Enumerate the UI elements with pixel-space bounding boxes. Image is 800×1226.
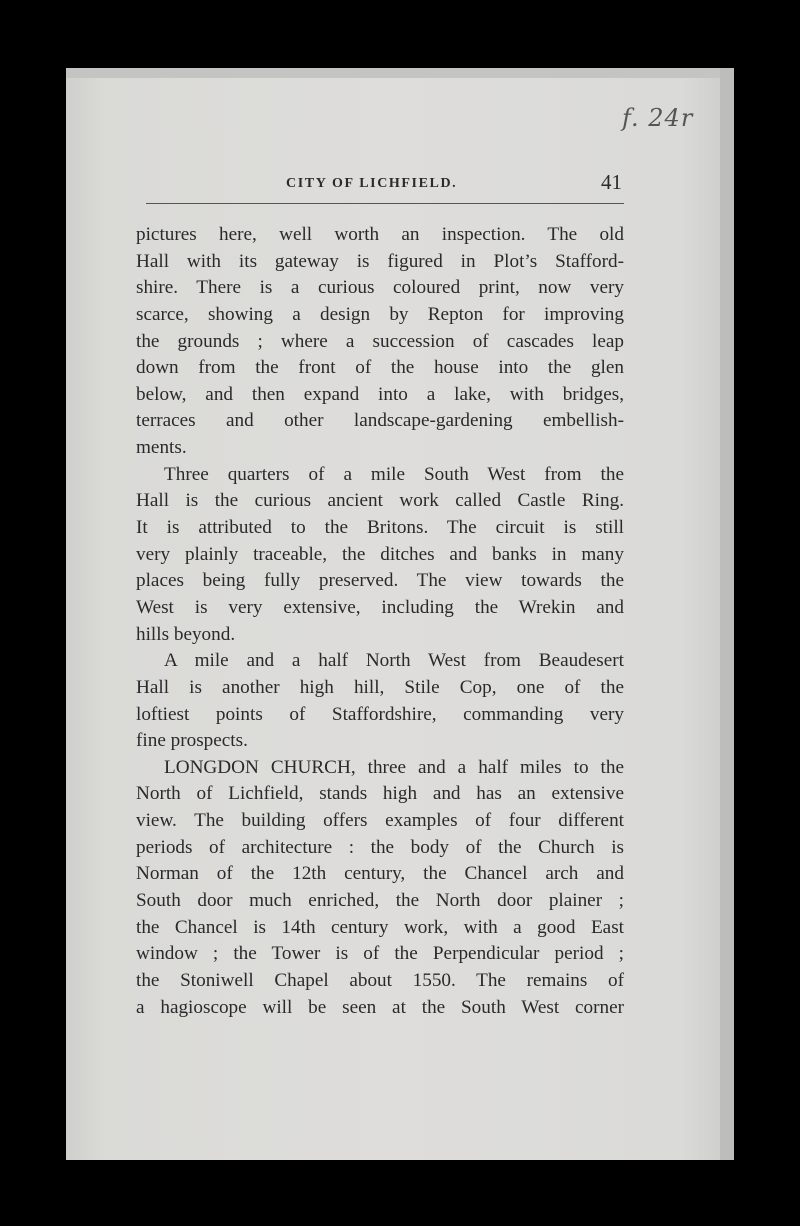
text-line: places being fully preserved. The view towards the xyxy=(136,570,624,592)
text-line: LONGDON CHURCH, three and a half miles to the xyxy=(164,756,624,778)
text-line: the Chancel is 14th century work, with a good East xyxy=(136,916,624,938)
text-line: West is very extensive, including the Wrekin and xyxy=(136,596,624,618)
text-line: A mile and a half North West from Beaudesert xyxy=(164,650,624,672)
text-line: very plainly traceable, the ditches and banks in many xyxy=(136,543,624,565)
text-line: ments. xyxy=(136,437,187,459)
page-edge xyxy=(720,68,734,1160)
text-line: down from the front of the house into the glen xyxy=(136,357,624,379)
text-line: below, and then expand into a lake, with bridges, xyxy=(136,383,624,405)
text-line: Three quarters of a mile South West from the xyxy=(164,463,624,485)
text-line: periods of architecture : the body of the Church is xyxy=(136,836,624,858)
text-line: loftiest points of Staffordshire, commanding very xyxy=(136,703,624,725)
body-text xyxy=(136,222,624,1021)
text-line: hills beyond. xyxy=(136,623,236,645)
text-line: North of Lichfield, stands high and has an extensive xyxy=(136,783,624,805)
text-line: It is attributed to the Britons. The circuit is still xyxy=(136,517,624,539)
text-line: scarce, showing a design by Repton for improving xyxy=(136,303,624,325)
text-line: Norman of the 12th century, the Chancel arch and xyxy=(136,863,624,885)
text-line: Hall is the curious ancient work called Castle Ring. xyxy=(136,490,624,512)
text-line: shire. There is a curious coloured print, now very xyxy=(136,277,624,299)
text-line: South door much enriched, the North door plainer ; xyxy=(136,890,624,912)
folio-annotation: f. 24r xyxy=(622,104,694,132)
text-line: view. The building offers examples of four different xyxy=(136,810,624,832)
text-line: the Stoniwell Chapel about 1550. The remains of xyxy=(136,969,624,991)
header-rule xyxy=(146,203,624,204)
text-line: window ; the Tower is of the Perpendicular period ; xyxy=(136,943,624,965)
page-number: 41 xyxy=(601,170,622,194)
text-line: a hagioscope will be seen at the South West corner xyxy=(136,996,624,1018)
page-top-band xyxy=(66,68,734,78)
running-title: CITY OF LICHFIELD. xyxy=(286,176,458,191)
text-line: Hall is another high hill, Stile Cop, one of the xyxy=(136,676,624,698)
text-line: fine prospects. xyxy=(136,730,248,752)
text-line: terraces and other landscape-gardening embellish- xyxy=(136,410,624,432)
running-header xyxy=(146,170,624,198)
text-line: pictures here, well worth an inspection. The old xyxy=(136,224,624,245)
text-line: Hall with its gateway is figured in Plot’s Stafford- xyxy=(136,250,624,272)
text-line: the grounds ; where a succession of cascades leap xyxy=(136,330,624,352)
